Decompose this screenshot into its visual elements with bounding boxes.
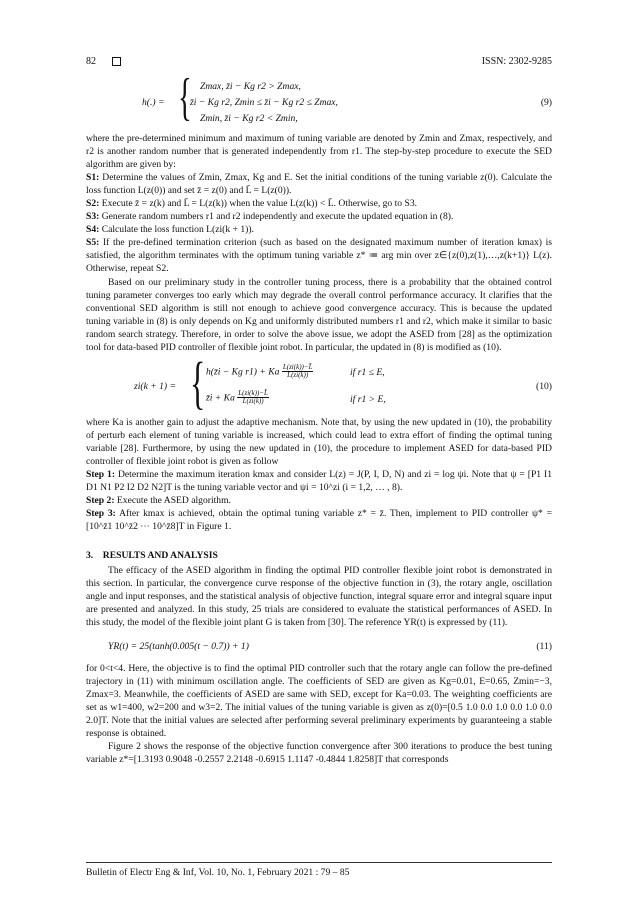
ased-steps xyxy=(86,468,552,533)
eq10-case-1 xyxy=(206,364,313,380)
equation-11 xyxy=(86,636,552,660)
eq11-number: (11) xyxy=(536,640,552,652)
sed-step-1-text: Determine the values of Zmin, Zmax, Kg and E. Set the initial conditions of the tuning variable z(0). Calculate the loss function L(z(0)) and set z̄ = z(0) and L̄ = L(z(0)). xyxy=(86,172,552,197)
sed-step-2-text: Execute z̄ = z(k) and L̄ = L(z(k)) when the value L(z(k)) < L̄. Otherwise, go to S3. xyxy=(99,198,418,210)
ased-step-3-label: Step 3: xyxy=(86,508,116,520)
eq10-fraction-2 xyxy=(237,390,269,406)
sed-step-4 xyxy=(86,223,552,236)
page-number: 82 xyxy=(86,56,96,67)
section-number: 3. xyxy=(86,550,94,562)
ased-step-1-text: Determine the maximum iteration kmax and consider L(z) = J(P, I, D, N) and zi = log ψi. Note that ψ = [P1 I1 D1 N1 P2 I2 D2 N2]T is the tuning variable vector and ψi = 10^zi (i = 1,2, … , 8). xyxy=(86,468,553,494)
sed-step-3-label: S3: xyxy=(86,211,100,223)
eq10-case-2 xyxy=(206,390,269,406)
eq9-brace: { xyxy=(178,69,192,126)
paragraph-6: Figure 2 shows the response of the objective function convergence after 300 iterations to produce the best tuning variable z*=[1.3193 0.9048 -0.2557 2.2148 -0.6915 1.1147 -0.4844 1.8258]T that corresponds xyxy=(86,740,552,765)
eq10-case-2-expr: z̄i + Ka xyxy=(206,392,235,404)
eq10-brace: { xyxy=(190,349,206,415)
eq10-case-1-condition: if r1 ≤ E, xyxy=(350,366,385,378)
eq10-fraction-1 xyxy=(282,364,314,380)
eq11-expression: YR(t) = 25(tanh(0.005(t − 0.7)) + 1) xyxy=(108,640,249,652)
sed-steps xyxy=(86,171,552,275)
ased-step-1-label: Step 1: xyxy=(86,468,116,480)
ased-step-2-label: Step 2: xyxy=(86,495,115,507)
footer-divider xyxy=(86,862,552,863)
paragraph-2: Based on our preliminary study in the controller tuning process, there is a probability that the obtained control tuning parameter converges too early which may degrade the overall control performance accuracy. It clarifies that the conventional SED algorithm is still not enough to achieve good convergence accuracy. This is because the updated tuning variable in (8) is only depends on Kg and uniformly distributed numbers r1 and r2, which make it similar to basic random search strategy. Therefore, in order to solve the above issue, we adopt the ASED from [28] as the optimization tool for data-based PID controller of flexible joint robot. In particular, the updated in (8) is modified as (10). xyxy=(86,276,552,353)
sed-step-4-text: Calculate the loss function L(zi(k + 1)). xyxy=(99,224,254,236)
ased-step-3-text: After kmax is achieved, obtain the optimal tuning variable z* = z̄. Then, implement to PID controller ψ* = [10^z̄1 10^z̄2 ⋯ 10^z̄8]T in Figure 1. xyxy=(86,508,552,533)
eq9-case-1: Zmax, z̄i − Kg r2 > Zmax, xyxy=(200,81,301,92)
paragraph-1: where the pre-determined minimum and maximum of tuning variable are denoted by Zmin and Zmax, respectively, and r2 is another random number that is generated independently from r1. The step-by-step procedure to execute the SED algorithm are given by: xyxy=(86,133,552,171)
sed-step-3 xyxy=(86,210,552,223)
paragraph-4: The efficacy of the ASED algorithm in finding the optimal PID controller flexible joint robot is demonstrated in this section. In particular, the convergence curve response of the objective function in (3), the rotary angle, oscillation angle and input responses, and the statistical analysis of objective function, integral square error and integral square input are presented and analyzed. In this study, 25 trials are considered to evaluate the statistical performances of ASED. In this study, the model of the flexible joint plant G is taken from [30]. The reference YR(t) is expressed by (11). xyxy=(86,565,552,629)
eq10-frac-1-num: L(zi(k))−L̄ xyxy=(282,362,313,371)
eq9-case-3: Zmin, z̄i − Kg r2 < Zmin, xyxy=(200,113,298,124)
section-heading xyxy=(86,549,552,562)
eq10-case-1-expr: h(z̄i − Kg r1) + Ka xyxy=(206,366,280,378)
page-body xyxy=(86,69,553,766)
sed-step-2-label: S2: xyxy=(86,198,100,210)
ased-step-3 xyxy=(86,507,552,533)
eq9-lhs: h(.) = xyxy=(142,97,165,108)
equation-9 xyxy=(86,69,552,128)
ased-step-2-text: Execute the ASED algorithm. xyxy=(114,495,231,507)
footer-citation: Bulletin of Electr Eng & Inf, Vol. 10, No. 1, February 2021 : 79 – 85 xyxy=(86,867,350,878)
eq10-case-2-condition: if r1 > E, xyxy=(350,393,386,405)
checkbox-glyph-icon xyxy=(112,57,121,66)
issn: ISSN: 2302-9285 xyxy=(481,56,552,67)
sed-step-1-label: S1: xyxy=(86,172,100,184)
sed-step-5-text: If the pre-defined termination criterion (such as based on the designated maximum number of iteration kmax) is satisfied, the algorithm terminates with the optimum tuning variable z* ≔ arg min over z∈{z(0),z(1),…,z(k+1)} L(z). Otherwise, repeat S2. xyxy=(86,237,552,275)
paragraph-5: for 0<t<4. Here, the objective is to find the optimal PID controller such that the rotary angle can follow the pre-defined trajectory in (11) with minimum oscillation angle. The coefficients of SED are given as Kg=0.01, E=0.65, Zmin=−3, Zmax=3. Meanwhile, the coefficients of ASED are same with SED, except for Ka=0.03. The weighting coefficients are set as w1=400, w2=200 and w3=2. The initial values of the tuning variable is given as z(0)=[0.5 1.0 0.0 1.0 0.0 1.0 0.0 2.0]T. Note that the initial values are selected after performing several preliminary experiments by guaranteeing a stable response is obtained. xyxy=(86,662,552,739)
ased-step-1 xyxy=(86,468,552,494)
eq9-case-2: z̄i − Kg r2, Zmin ≤ z̄i − Kg r2 ≤ Zmax, xyxy=(190,97,338,108)
eq10-number: (10) xyxy=(536,380,552,392)
section-title: RESULTS AND ANALYSIS xyxy=(102,550,218,562)
sed-step-2 xyxy=(86,197,552,210)
eq10-frac-2-den: L(zi(k)) xyxy=(242,397,264,406)
ased-step-2 xyxy=(86,494,552,507)
sed-step-4-label: S4: xyxy=(86,224,100,236)
sed-step-5 xyxy=(86,236,552,275)
equation-10 xyxy=(86,349,552,416)
sed-step-5-label: S5: xyxy=(86,237,100,249)
sed-step-1 xyxy=(86,171,552,197)
eq10-lhs: zi(k + 1) = xyxy=(134,380,176,392)
eq9-number: (9) xyxy=(540,97,552,108)
eq10-frac-2-num: L(zi(k))−L̄ xyxy=(238,388,268,397)
eq10-frac-1-den: L(zi(k)) xyxy=(287,371,309,380)
sed-step-3-text: Generate random numbers r1 and r2 independently and execute the updated equation in (8). xyxy=(99,211,454,223)
paragraph-3: where Ka is another gain to adjust the adaptive mechanism. Note that, by using the new updated in (10), the probability of perturb each element of tuning variable is increased, which could lead to extra effort of finding the optimal tuning variable [28]. Furthermore, by using the new updated in (10), the procedure to implement ASED for data-based PID controller of flexible joint robot is given as follow xyxy=(86,416,552,467)
page-header xyxy=(86,55,552,69)
